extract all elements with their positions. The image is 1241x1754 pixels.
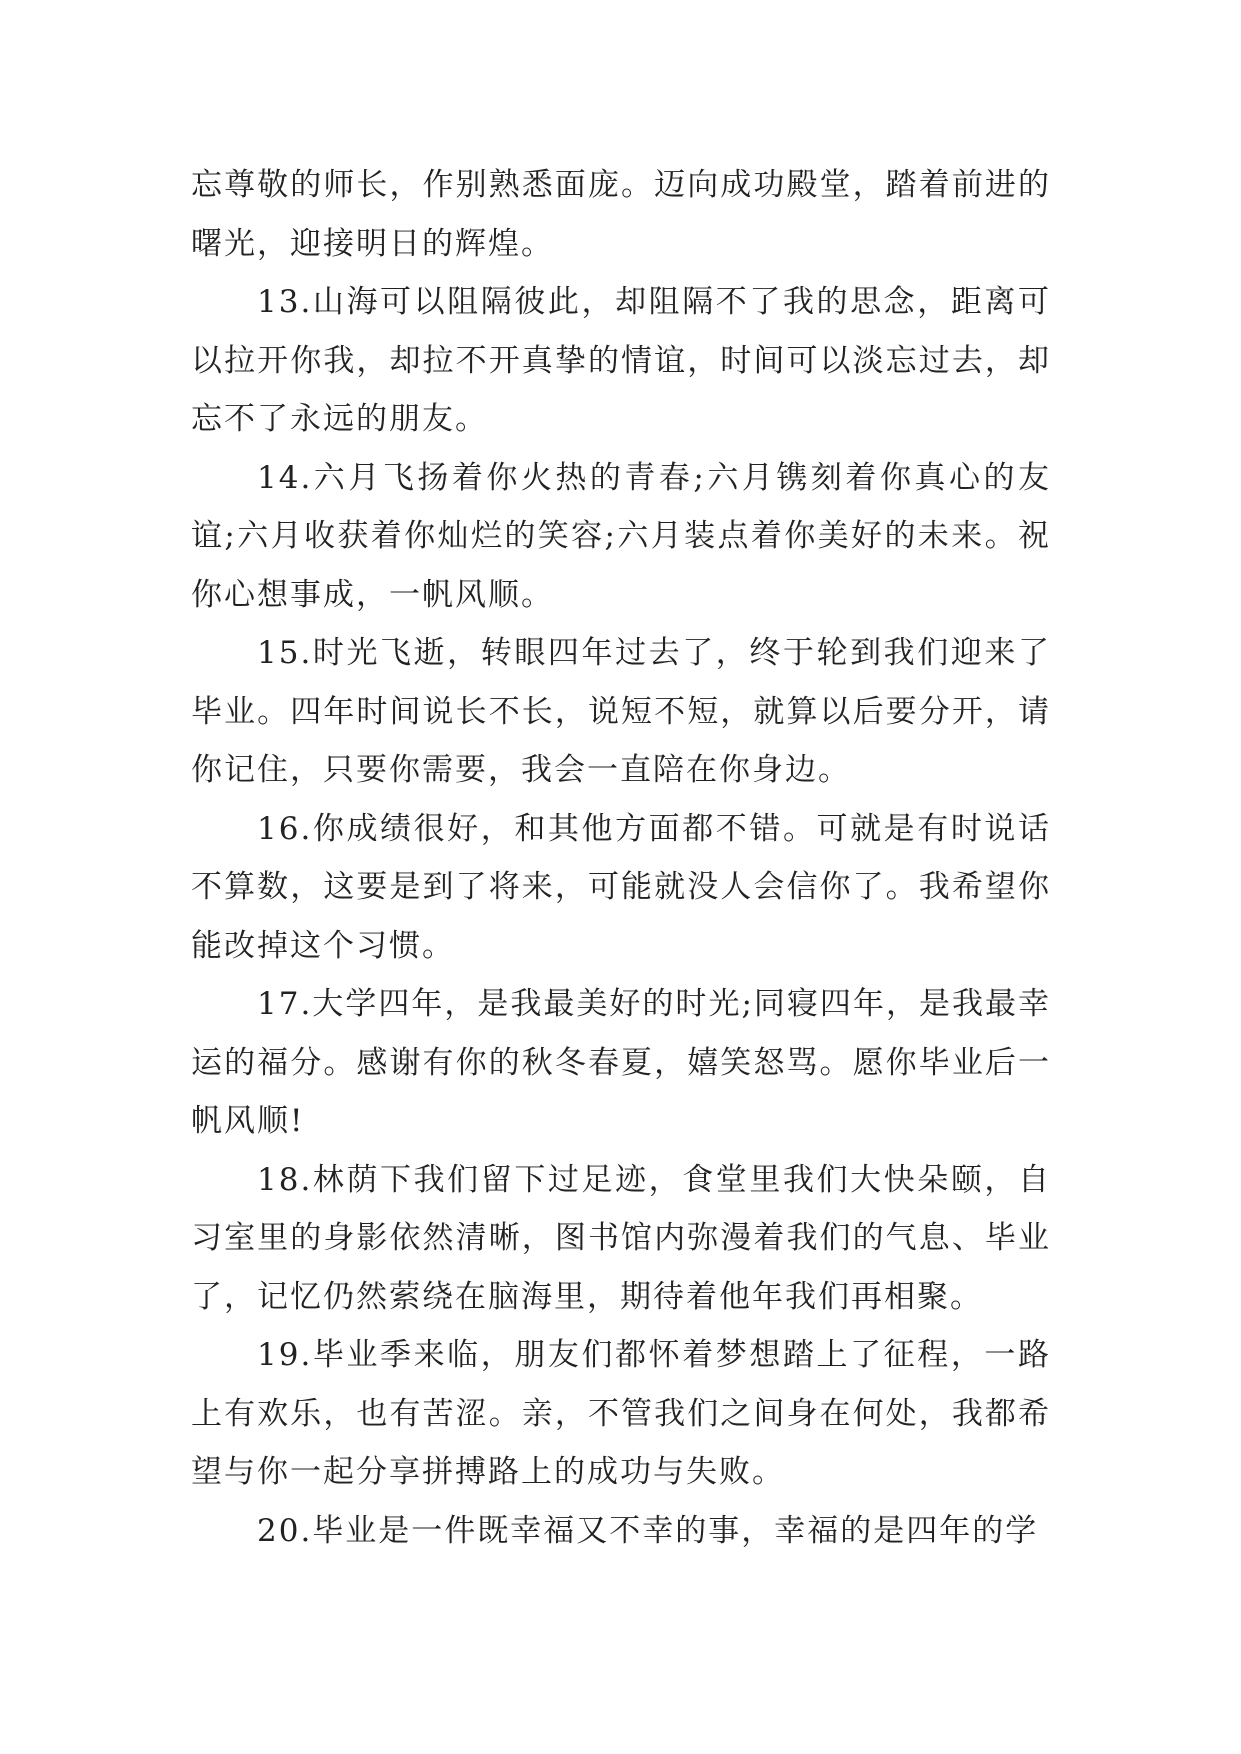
paragraph-14: 14.六月飞扬着你火热的青春;六月镌刻着你真心的友谊;六月收获着你灿烂的笑容;六月装点着你美好的未来。祝你心想事成，一帆风顺。 [191, 459, 1051, 613]
paragraph-20: 20.毕业是一件既幸福又不幸的事，幸福的是四年的学 [257, 1512, 1039, 1549]
paragraph-15: 15.时光飞逝，转眼四年过去了，终于轮到我们迎来了毕业。四年时间说长不长，说短不短，就算以后要分开，请你记住，只要你需要，我会一直陪在你身边。 [191, 635, 1051, 788]
paragraph-19: 19.毕业季来临，朋友们都怀着梦想踏上了征程，一路上有欢乐，也有苦涩。亲，不管我们之间身在何处，我都希望与你一起分享拼搏路上的成功与失败。 [191, 1337, 1051, 1490]
paragraph-16: 16.你成绩很好，和其他方面都不错。可就是有时说话不算数，这要是到了将来，可能就没人会信你了。我希望你能改掉这个习惯。 [191, 810, 1051, 964]
paragraph-18: 18.林荫下我们留下过足迹，食堂里我们大快朵颐，自习室里的身影依然清晰，图书馆内弥漫着我们的气息、毕业了，记忆仍然萦绕在脑海里，期待着他年我们再相聚。 [191, 1161, 1051, 1315]
paragraph-13: 13.山海可以阻隔彼此，却阻隔不了我的思念，距离可以拉开你我，却拉不开真挚的情谊，时间可以淡忘过去，却忘不了永远的朋友。 [191, 284, 1051, 437]
paragraph-17: 17.大学四年，是我最美好的时光;同寝四年，是我最幸运的福分。感谢有你的秋冬春夏，嬉笑怒骂。愿你毕业后一帆风顺! [191, 986, 1051, 1139]
paragraph-continued: 忘尊敬的师长，作别熟悉面庞。迈向成功殿堂，踏着前进的曙光，迎接明日的辉煌。 [191, 167, 1051, 262]
document-body [191, 156, 1051, 1560]
